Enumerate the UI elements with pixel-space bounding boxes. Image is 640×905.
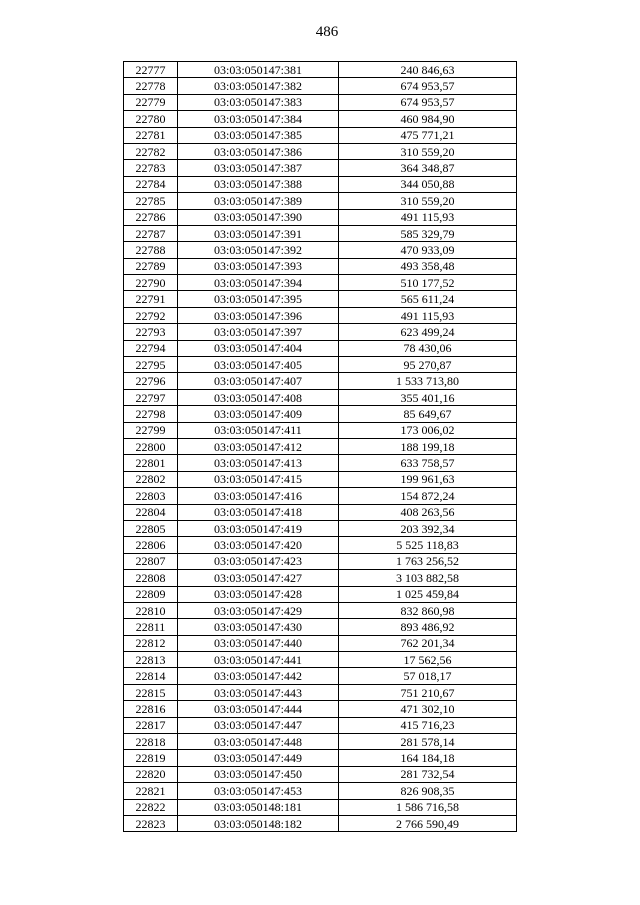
cadastral-number-cell: 03:03:050147:411 xyxy=(178,422,339,438)
row-number-cell: 22784 xyxy=(124,176,178,192)
cadastral-value-cell: 203 392,34 xyxy=(339,520,517,536)
cadastral-number-cell: 03:03:050147:440 xyxy=(178,635,339,651)
cadastral-value-cell: 623 499,24 xyxy=(339,324,517,340)
cadastral-number-cell: 03:03:050147:397 xyxy=(178,324,339,340)
cadastral-value-cell: 633 758,57 xyxy=(339,455,517,471)
row-number-cell: 22823 xyxy=(124,815,178,831)
cadastral-value-cell: 1 586 716,58 xyxy=(339,799,517,815)
cadastral-value-table xyxy=(123,61,517,832)
cadastral-value-cell: 762 201,34 xyxy=(339,635,517,651)
table-row xyxy=(124,242,517,258)
table-row xyxy=(124,438,517,454)
table-row xyxy=(124,537,517,553)
cadastral-number-cell: 03:03:050147:396 xyxy=(178,307,339,323)
table-row xyxy=(124,406,517,422)
table-row xyxy=(124,570,517,586)
cadastral-number-cell: 03:03:050147:429 xyxy=(178,602,339,618)
row-number-cell: 22820 xyxy=(124,766,178,782)
table-row xyxy=(124,766,517,782)
cadastral-value-cell: 57 018,17 xyxy=(339,668,517,684)
cadastral-value-cell: 460 984,90 xyxy=(339,111,517,127)
row-number-cell: 22810 xyxy=(124,602,178,618)
table-row xyxy=(124,78,517,94)
table-row xyxy=(124,520,517,536)
cadastral-number-cell: 03:03:050148:182 xyxy=(178,815,339,831)
cadastral-value-cell: 2 766 590,49 xyxy=(339,815,517,831)
table-row xyxy=(124,143,517,159)
cadastral-number-cell: 03:03:050147:382 xyxy=(178,78,339,94)
cadastral-value-cell: 470 933,09 xyxy=(339,242,517,258)
row-number-cell: 22782 xyxy=(124,143,178,159)
cadastral-value-cell: 310 559,20 xyxy=(339,143,517,159)
row-number-cell: 22806 xyxy=(124,537,178,553)
cadastral-number-cell: 03:03:050147:384 xyxy=(178,111,339,127)
cadastral-number-cell: 03:03:050147:392 xyxy=(178,242,339,258)
cadastral-number-cell: 03:03:050147:415 xyxy=(178,471,339,487)
row-number-cell: 22819 xyxy=(124,750,178,766)
row-number-cell: 22786 xyxy=(124,209,178,225)
cadastral-value-cell: 310 559,20 xyxy=(339,193,517,209)
row-number-cell: 22798 xyxy=(124,406,178,422)
row-number-cell: 22792 xyxy=(124,307,178,323)
cadastral-value-cell: 173 006,02 xyxy=(339,422,517,438)
table-row xyxy=(124,389,517,405)
cadastral-number-cell: 03:03:050147:383 xyxy=(178,94,339,110)
cadastral-number-cell: 03:03:050147:386 xyxy=(178,143,339,159)
table-row xyxy=(124,717,517,733)
cadastral-number-cell: 03:03:050147:404 xyxy=(178,340,339,356)
cadastral-number-cell: 03:03:050147:430 xyxy=(178,619,339,635)
table-row xyxy=(124,586,517,602)
row-number-cell: 22800 xyxy=(124,438,178,454)
row-number-cell: 22815 xyxy=(124,684,178,700)
cadastral-value-cell: 832 860,98 xyxy=(339,602,517,618)
row-number-cell: 22796 xyxy=(124,373,178,389)
cadastral-value-cell: 199 961,63 xyxy=(339,471,517,487)
row-number-cell: 22781 xyxy=(124,127,178,143)
cadastral-number-cell: 03:03:050147:423 xyxy=(178,553,339,569)
cadastral-number-cell: 03:03:050147:420 xyxy=(178,537,339,553)
cadastral-value-cell: 364 348,87 xyxy=(339,160,517,176)
cadastral-number-cell: 03:03:050147:388 xyxy=(178,176,339,192)
table-row xyxy=(124,471,517,487)
table-row xyxy=(124,553,517,569)
table-row xyxy=(124,193,517,209)
cadastral-number-cell: 03:03:050148:181 xyxy=(178,799,339,815)
cadastral-value-cell: 751 210,67 xyxy=(339,684,517,700)
cadastral-number-cell: 03:03:050147:394 xyxy=(178,275,339,291)
cadastral-value-cell: 3 103 882,58 xyxy=(339,570,517,586)
cadastral-number-cell: 03:03:050147:450 xyxy=(178,766,339,782)
row-number-cell: 22783 xyxy=(124,160,178,176)
cadastral-value-cell: 1 533 713,80 xyxy=(339,373,517,389)
cadastral-value-cell: 5 525 118,83 xyxy=(339,537,517,553)
row-number-cell: 22809 xyxy=(124,586,178,602)
table-row xyxy=(124,635,517,651)
table-row xyxy=(124,275,517,291)
cadastral-value-cell: 491 115,93 xyxy=(339,307,517,323)
row-number-cell: 22805 xyxy=(124,520,178,536)
table-row xyxy=(124,750,517,766)
table-row xyxy=(124,111,517,127)
cadastral-value-cell: 826 908,35 xyxy=(339,783,517,799)
cadastral-number-cell: 03:03:050147:412 xyxy=(178,438,339,454)
table-row xyxy=(124,504,517,520)
table-row xyxy=(124,619,517,635)
cadastral-number-cell: 03:03:050147:444 xyxy=(178,701,339,717)
row-number-cell: 22777 xyxy=(124,62,178,78)
row-number-cell: 22802 xyxy=(124,471,178,487)
table-row xyxy=(124,324,517,340)
table-row xyxy=(124,340,517,356)
cadastral-number-cell: 03:03:050147:409 xyxy=(178,406,339,422)
row-number-cell: 22790 xyxy=(124,275,178,291)
row-number-cell: 22789 xyxy=(124,258,178,274)
table-row xyxy=(124,127,517,143)
row-number-cell: 22793 xyxy=(124,324,178,340)
table-row xyxy=(124,455,517,471)
cadastral-value-cell: 17 562,56 xyxy=(339,652,517,668)
row-number-cell: 22814 xyxy=(124,668,178,684)
cadastral-value-cell: 585 329,79 xyxy=(339,225,517,241)
cadastral-value-cell: 491 115,93 xyxy=(339,209,517,225)
cadastral-value-cell: 240 846,63 xyxy=(339,62,517,78)
table-row xyxy=(124,684,517,700)
cadastral-value-cell: 1 025 459,84 xyxy=(339,586,517,602)
cadastral-number-cell: 03:03:050147:427 xyxy=(178,570,339,586)
row-number-cell: 22803 xyxy=(124,488,178,504)
cadastral-number-cell: 03:03:050147:453 xyxy=(178,783,339,799)
cadastral-value-cell: 415 716,23 xyxy=(339,717,517,733)
cadastral-number-cell: 03:03:050147:442 xyxy=(178,668,339,684)
cadastral-value-cell: 344 050,88 xyxy=(339,176,517,192)
row-number-cell: 22795 xyxy=(124,357,178,373)
table-row xyxy=(124,799,517,815)
table-row xyxy=(124,422,517,438)
table-row xyxy=(124,701,517,717)
table-row xyxy=(124,209,517,225)
row-number-cell: 22788 xyxy=(124,242,178,258)
table-row xyxy=(124,357,517,373)
row-number-cell: 22779 xyxy=(124,94,178,110)
table-row xyxy=(124,176,517,192)
cadastral-value-cell: 154 872,24 xyxy=(339,488,517,504)
table-row xyxy=(124,62,517,78)
row-number-cell: 22821 xyxy=(124,783,178,799)
table-row xyxy=(124,291,517,307)
row-number-cell: 22813 xyxy=(124,652,178,668)
row-number-cell: 22797 xyxy=(124,389,178,405)
cadastral-value-cell: 674 953,57 xyxy=(339,94,517,110)
row-number-cell: 22785 xyxy=(124,193,178,209)
cadastral-number-cell: 03:03:050147:407 xyxy=(178,373,339,389)
cadastral-value-cell: 471 302,10 xyxy=(339,701,517,717)
cadastral-value-cell: 164 184,18 xyxy=(339,750,517,766)
table-row xyxy=(124,488,517,504)
table-row xyxy=(124,815,517,831)
cadastral-value-cell: 85 649,67 xyxy=(339,406,517,422)
table-row xyxy=(124,258,517,274)
table-row xyxy=(124,652,517,668)
cadastral-number-cell: 03:03:050147:387 xyxy=(178,160,339,176)
row-number-cell: 22787 xyxy=(124,225,178,241)
table-row xyxy=(124,225,517,241)
cadastral-value-cell: 674 953,57 xyxy=(339,78,517,94)
row-number-cell: 22808 xyxy=(124,570,178,586)
cadastral-number-cell: 03:03:050147:447 xyxy=(178,717,339,733)
cadastral-number-cell: 03:03:050147:449 xyxy=(178,750,339,766)
cadastral-number-cell: 03:03:050147:408 xyxy=(178,389,339,405)
cadastral-value-cell: 475 771,21 xyxy=(339,127,517,143)
cadastral-number-cell: 03:03:050147:393 xyxy=(178,258,339,274)
row-number-cell: 22804 xyxy=(124,504,178,520)
table-body xyxy=(124,62,517,832)
cadastral-number-cell: 03:03:050147:391 xyxy=(178,225,339,241)
cadastral-value-cell: 188 199,18 xyxy=(339,438,517,454)
row-number-cell: 22822 xyxy=(124,799,178,815)
cadastral-value-cell: 408 263,56 xyxy=(339,504,517,520)
row-number-cell: 22794 xyxy=(124,340,178,356)
cadastral-number-cell: 03:03:050147:395 xyxy=(178,291,339,307)
table-row xyxy=(124,783,517,799)
cadastral-value-cell: 281 578,14 xyxy=(339,734,517,750)
row-number-cell: 22799 xyxy=(124,422,178,438)
row-number-cell: 22816 xyxy=(124,701,178,717)
cadastral-number-cell: 03:03:050147:441 xyxy=(178,652,339,668)
cadastral-number-cell: 03:03:050147:405 xyxy=(178,357,339,373)
row-number-cell: 22812 xyxy=(124,635,178,651)
cadastral-number-cell: 03:03:050147:419 xyxy=(178,520,339,536)
cadastral-number-cell: 03:03:050147:428 xyxy=(178,586,339,602)
cadastral-value-cell: 1 763 256,52 xyxy=(339,553,517,569)
cadastral-value-cell: 493 358,48 xyxy=(339,258,517,274)
cadastral-value-cell: 565 611,24 xyxy=(339,291,517,307)
row-number-cell: 22807 xyxy=(124,553,178,569)
table-row xyxy=(124,94,517,110)
cadastral-value-cell: 355 401,16 xyxy=(339,389,517,405)
cadastral-number-cell: 03:03:050147:390 xyxy=(178,209,339,225)
cadastral-value-cell: 78 430,06 xyxy=(339,340,517,356)
cadastral-value-cell: 893 486,92 xyxy=(339,619,517,635)
table-row xyxy=(124,734,517,750)
table-row xyxy=(124,307,517,323)
table-row xyxy=(124,160,517,176)
cadastral-value-cell: 281 732,54 xyxy=(339,766,517,782)
row-number-cell: 22811 xyxy=(124,619,178,635)
cadastral-number-cell: 03:03:050147:448 xyxy=(178,734,339,750)
table-row xyxy=(124,602,517,618)
row-number-cell: 22791 xyxy=(124,291,178,307)
cadastral-number-cell: 03:03:050147:381 xyxy=(178,62,339,78)
row-number-cell: 22780 xyxy=(124,111,178,127)
table-row xyxy=(124,668,517,684)
cadastral-number-cell: 03:03:050147:389 xyxy=(178,193,339,209)
cadastral-number-cell: 03:03:050147:385 xyxy=(178,127,339,143)
page-number: 486 xyxy=(315,24,339,40)
cadastral-number-cell: 03:03:050147:413 xyxy=(178,455,339,471)
cadastral-value-cell: 95 270,87 xyxy=(339,357,517,373)
row-number-cell: 22818 xyxy=(124,734,178,750)
cadastral-number-cell: 03:03:050147:418 xyxy=(178,504,339,520)
row-number-cell: 22778 xyxy=(124,78,178,94)
row-number-cell: 22817 xyxy=(124,717,178,733)
cadastral-number-cell: 03:03:050147:416 xyxy=(178,488,339,504)
table-row xyxy=(124,373,517,389)
cadastral-number-cell: 03:03:050147:443 xyxy=(178,684,339,700)
cadastral-value-cell: 510 177,52 xyxy=(339,275,517,291)
row-number-cell: 22801 xyxy=(124,455,178,471)
